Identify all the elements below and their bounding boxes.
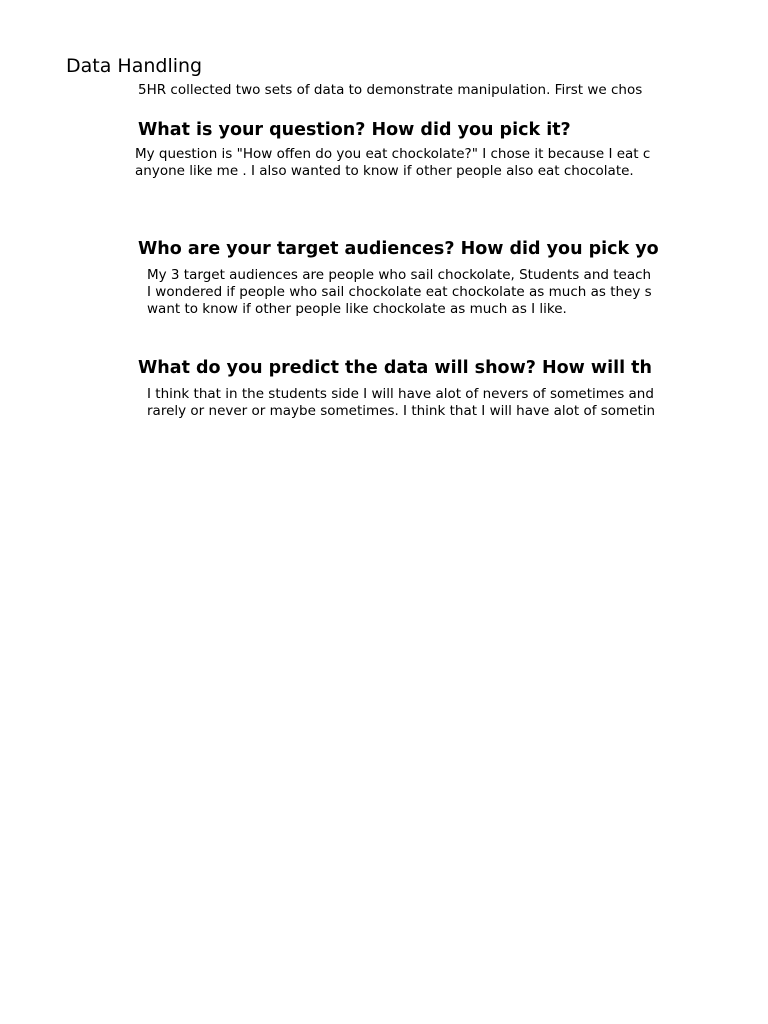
answer-3-line-1: I think that in the students side I will have alot of nevers of sometimes and (147, 386, 654, 402)
question-heading-1: What is your question? How did you pick it? (138, 120, 571, 140)
answer-paragraph-2 (147, 267, 676, 318)
page-title: Data Handling (66, 55, 203, 77)
answer-2-line-3: want to know if other people like chockolate as much as I like. (147, 301, 567, 317)
answer-2-line-1: My 3 target audiences are people who sail chockolate, Students and teach (147, 267, 652, 283)
answer-1-line-1: My question is "How offen do you eat chockolate?" I chose it because I eat c (135, 146, 651, 162)
answer-1-line-2: anyone like me . I also wanted to know if other people also eat chocolate. (135, 163, 634, 179)
question-heading-3: What do you predict the data will show? How will th (138, 358, 652, 378)
question-heading-2: Who are your target audiences? How did you pick yo (138, 239, 659, 259)
answer-paragraph-3 (147, 386, 676, 420)
answer-2-line-2: I wondered if people who sail chockolate eat chockolate as much as they s (147, 284, 652, 300)
intro-paragraph: 5HR collected two sets of data to demonstrate manipulation. First we chos (138, 82, 643, 98)
answer-3-line-2: rarely or never or maybe sometimes. I think that I will have alot of sometin (147, 403, 656, 419)
answer-paragraph-1 (135, 146, 676, 180)
